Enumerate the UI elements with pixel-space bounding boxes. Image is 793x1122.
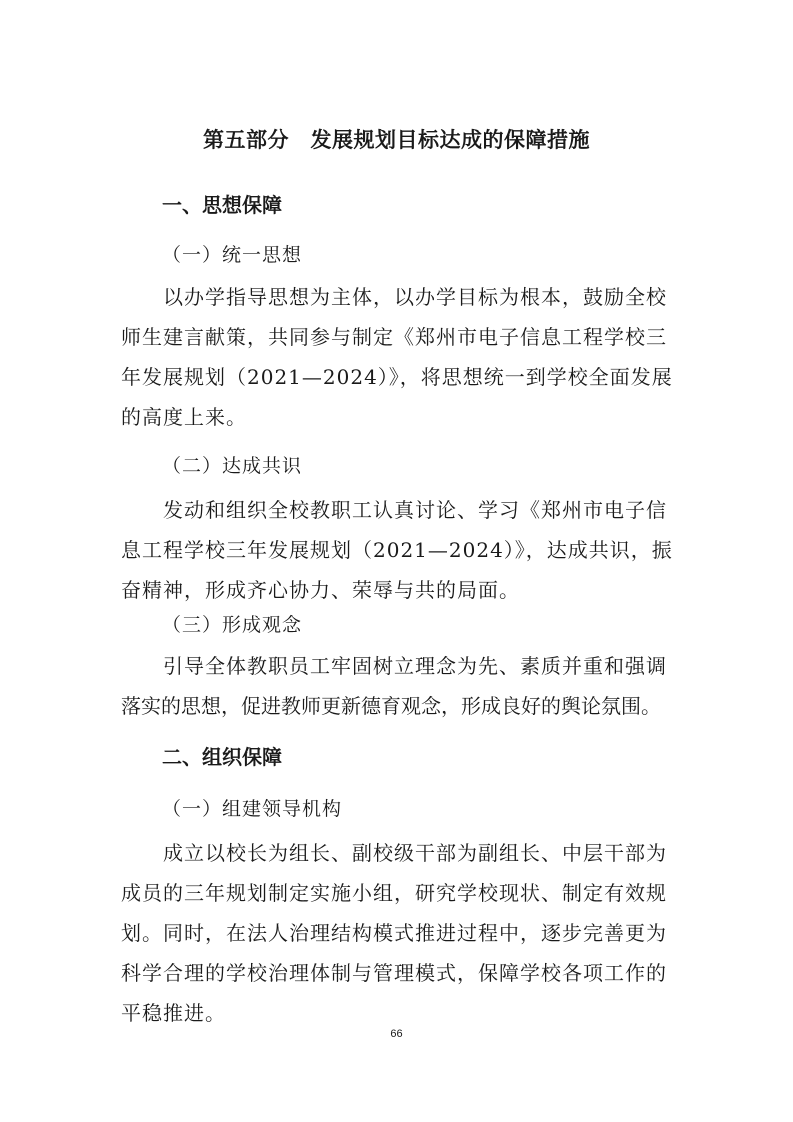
section-heading-organization: 二、组织保障 — [162, 745, 282, 769]
section-heading-ideology: 一、思想保障 — [162, 193, 282, 217]
paragraph-line: 的高度上来。 — [121, 405, 247, 429]
paragraph-line: 科学合理的学校治理体制与管理模式，保障学校各项工作的 — [121, 961, 667, 985]
paragraph-line: 引导全体教职员工牢固树立理念为先、素质并重和强调 — [163, 654, 667, 678]
page-number: 66 — [390, 1028, 403, 1040]
paragraph-line: 以办学指导思想为主体，以办学目标为根本，鼓励全校 — [163, 285, 667, 309]
paragraph-unify-thinking — [121, 277, 677, 437]
paragraph-line: 奋精神，形成齐心协力、荣辱与共的局面。 — [121, 578, 520, 602]
subsection-heading-unify-thinking: （一）统一思想 — [162, 244, 303, 266]
paragraph-line: 落实的思想，促进教师更新德育观念，形成良好的舆论氛围。 — [121, 694, 661, 718]
subsection-heading-leadership: （一）组建领导机构 — [162, 798, 343, 820]
paragraph-line: 划。同时，在法人治理结构模式推进过程中，逐步完善更为 — [121, 921, 667, 945]
subsection-heading-concepts: （三）形成观念 — [162, 614, 303, 636]
paragraph-line: 师生建言献策，共同参与制定《郑州市电子信息工程学校三 — [121, 325, 667, 349]
paragraph-concepts — [121, 646, 677, 726]
paragraph-line: 成员的三年规划制定实施小组，研究学校现状、制定有效规 — [121, 881, 667, 905]
paragraph-line: 息工程学校三年发展规划（2021—2024）》，达成共识，振 — [121, 538, 673, 562]
paragraph-line: 成立以校长为组长、副校级干部为副组长、中层干部为 — [163, 841, 667, 865]
paragraph-line: 发动和组织全校教职工认真讨论、学习《郑州市电子信 — [163, 498, 667, 522]
paragraph-line: 年发展规划（2021—2024）》，将思想统一到学校全面发展 — [121, 365, 673, 389]
subsection-heading-consensus: （二）达成共识 — [162, 455, 303, 477]
paragraph-consensus — [121, 490, 677, 610]
paragraph-leadership — [121, 833, 677, 1033]
page-title: 第五部分 发展规划目标达成的保障措施 — [203, 128, 590, 152]
paragraph-line: 平稳推进。 — [121, 1001, 226, 1025]
